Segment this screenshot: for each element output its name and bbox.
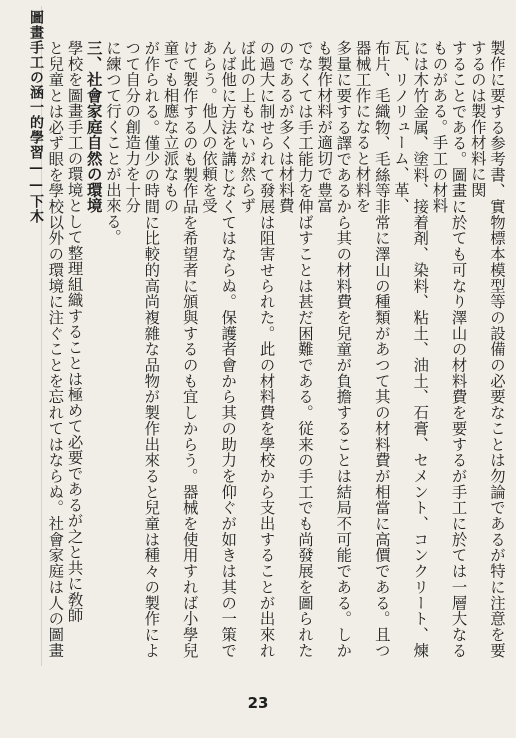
text-column: が作られる。僅少の時間に比較的高尚複雜な品物が製作出來ると兒童は種々の製作によつて自分の創造力を十分 <box>123 40 161 658</box>
text-column: と兒童とは必ず眼を學校以外の環境に注ぐことを忘れてはならぬ。社會家庭は人の圖畫 <box>46 40 65 658</box>
text-column: んば他に方法を講じなくてはならぬ。保護者會から其の助力を仰ぐが如きは其の一策であらう。他人の依頼を受 <box>199 40 238 658</box>
text-column: には木竹金属、塗料、接着剤、染料、粘土、油土、石膏、セメント、コンクリート、煉瓦、リノリューム、革、 <box>391 40 430 658</box>
text-column: 製作に要する参考書、實物標本模型等の設備の必要なことは勿論であるが特に注意を要するのは製作材料に関 <box>468 40 506 658</box>
text-column: の過大に制せられて發展は阻害せられた。此の材料費を學校から支出することが出來れば此の上もないが然らず <box>238 40 276 658</box>
text-column: に練つて行くことが出來る。 <box>103 40 122 245</box>
running-header: 圖畫手工の涵一的學習——下木 <box>28 10 44 224</box>
text-column: 布片、毛織物、毛絲等非常に澤山の種類があつて其の材料費が相當に高價である。且つ器械工作になると材料を <box>353 40 391 658</box>
text-column: することである。圖畫に於ても可なり澤山の材料費を要するが手工に於ては一層大なるものがある。手工の材料 <box>430 40 468 658</box>
text-column: けて製作するのも製作品を希望者に頒與するのも宜しからう。器械を使用すれば小學兒童でも相應な立派なもの <box>161 40 199 658</box>
text-column: 學校を圖畫手工の環境として整理組織することは極めて必要であるが之と共に敎師 <box>65 40 84 623</box>
body-text <box>44 40 506 658</box>
text-column: でなくては手工能力を伸ばすことは甚だ困難である。従来の手工でも尚發展を圖られたのであるが多くは材料費 <box>276 40 314 658</box>
page-number: 23 <box>247 694 269 712</box>
section-heading: 三、社會家庭自然の環境 <box>84 40 103 214</box>
text-column: 多量に要する譯であるから其の材料費を兒童が負擔することは結局不可能である。しかも製作材料が適切で豊富 <box>315 40 353 658</box>
